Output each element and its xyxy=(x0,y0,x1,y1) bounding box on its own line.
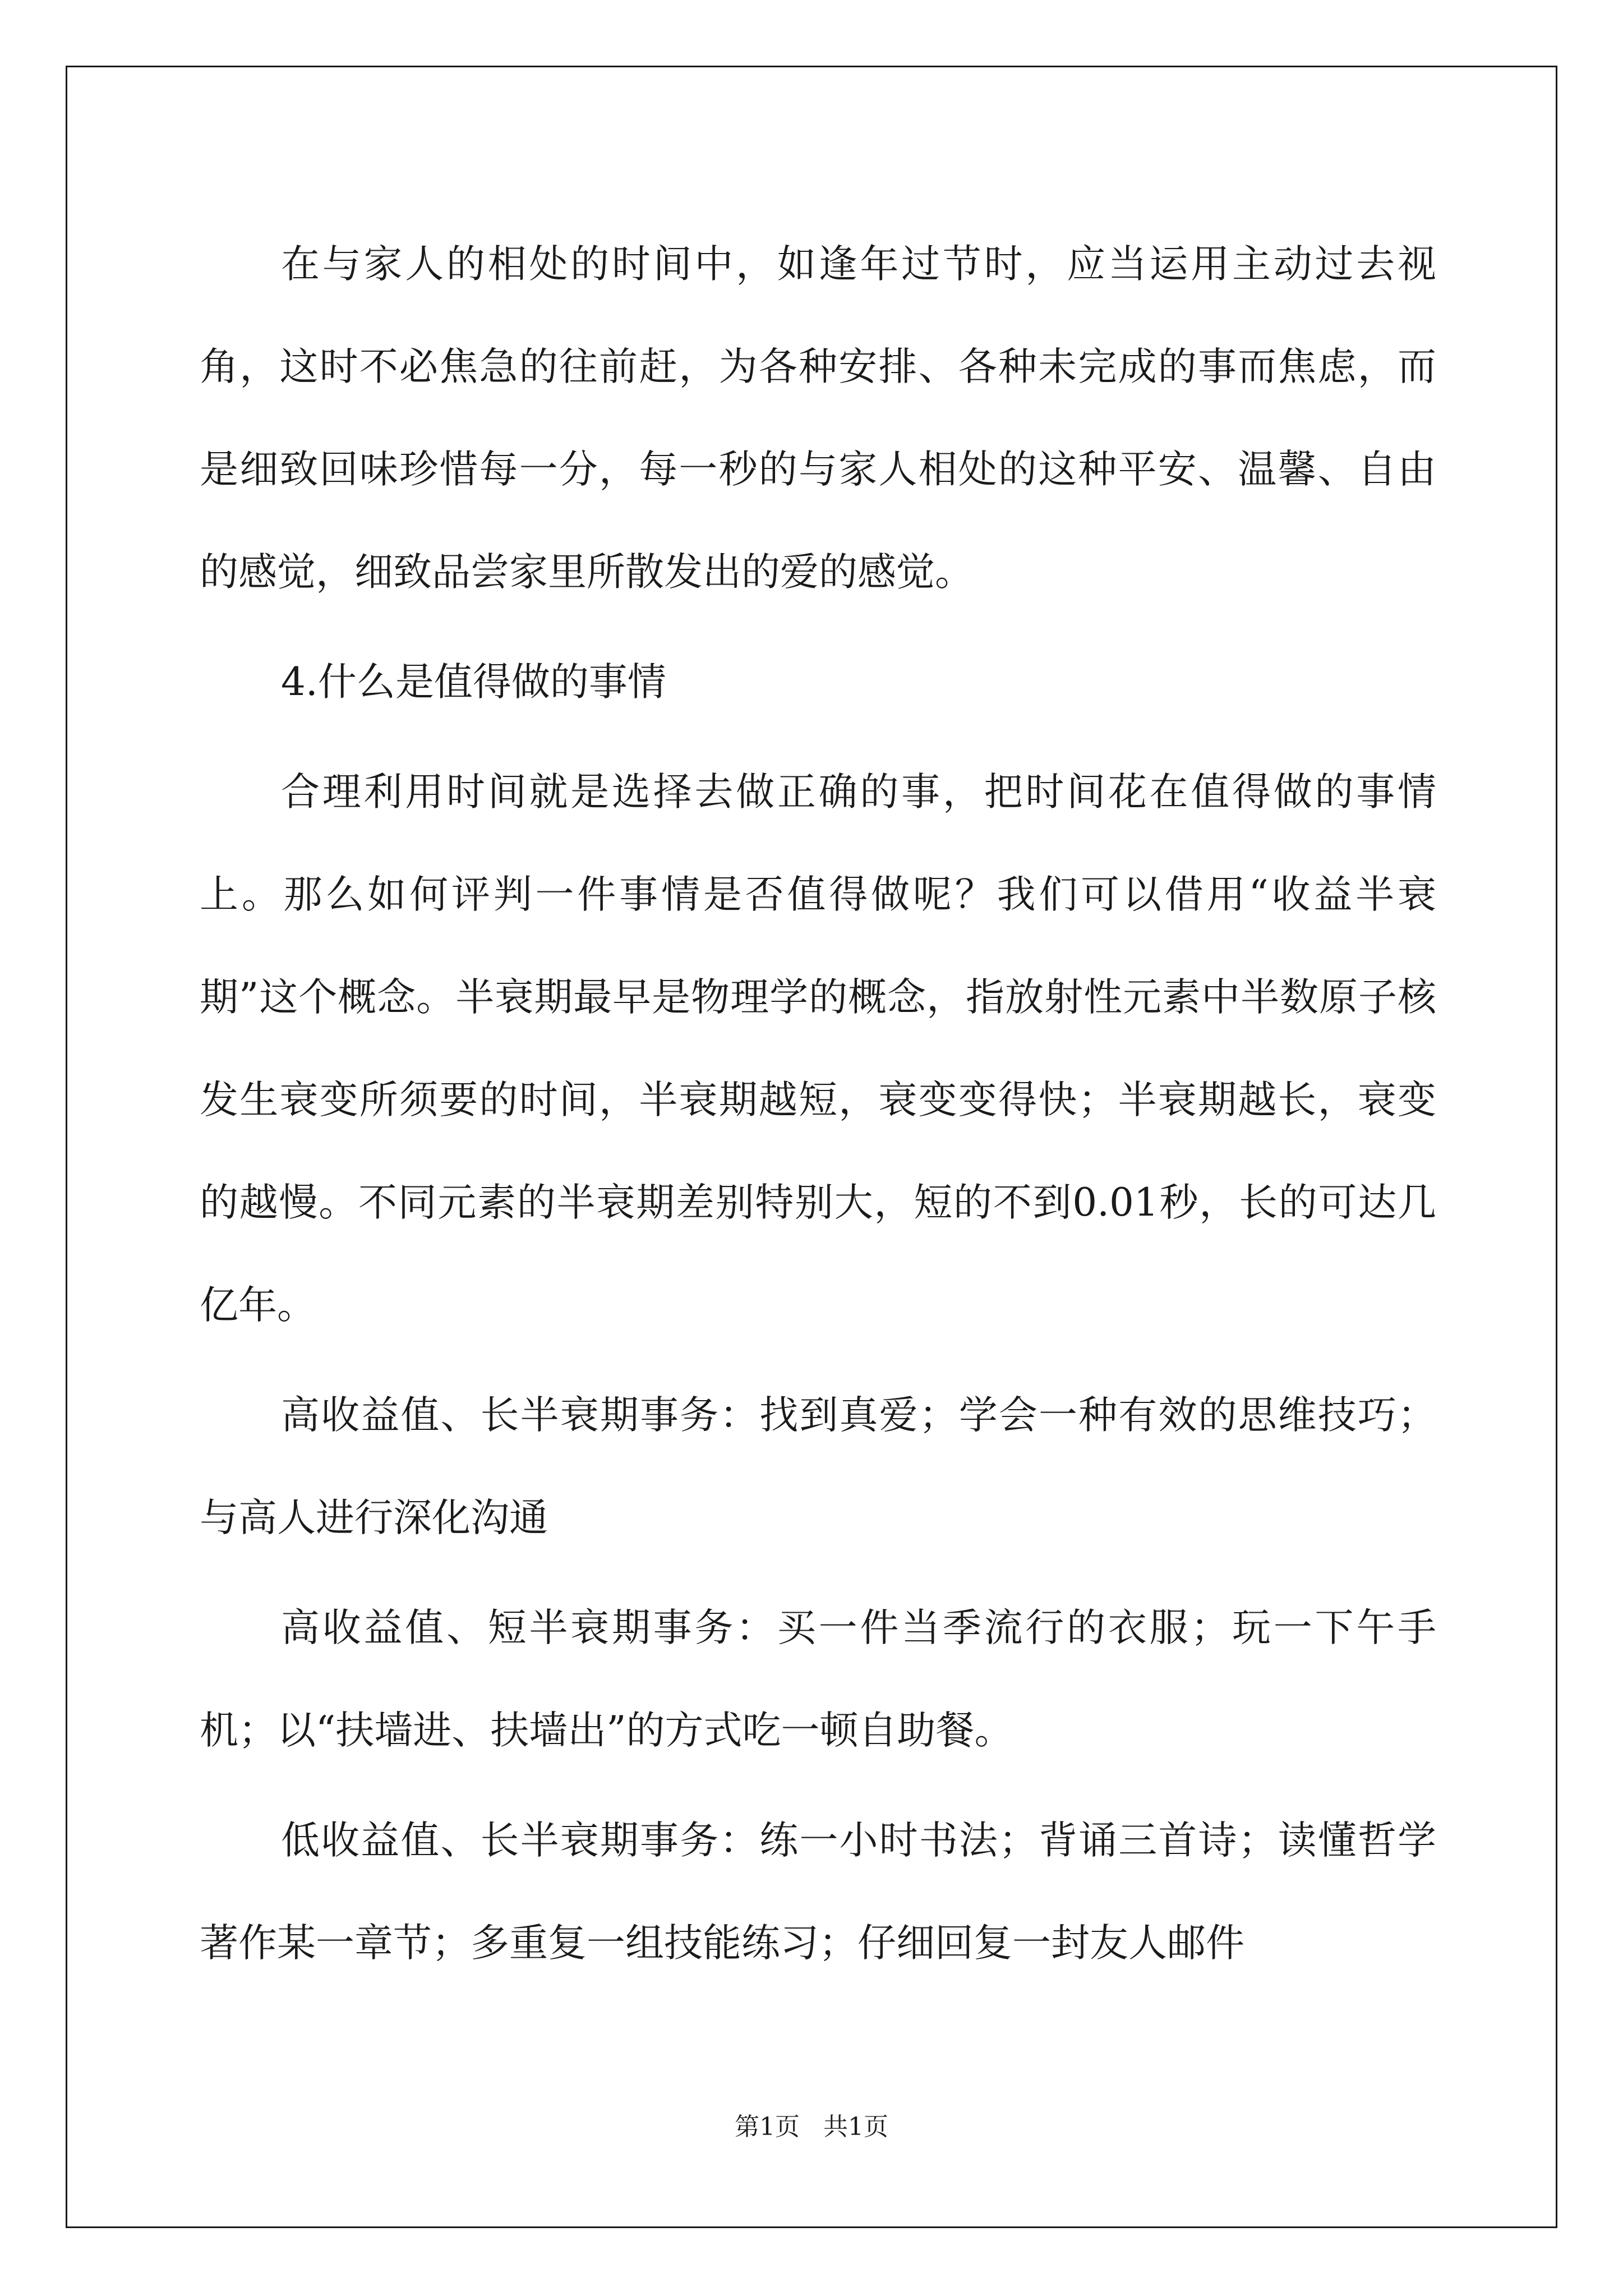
page-number: 第1页 xyxy=(735,2113,800,2141)
paragraph-high-short: 高收益值、短半衰期事务：买一件当季流行的衣服；玩一下午手机；以“扶墙进、扶墙出”的方式吃一顿自助餐。 xyxy=(200,1605,1436,1753)
paragraph-family-time: 在与家人的相处的时间中，如逢年过节时，应当运用主动过去视角，这时不必焦急的往前赶，为各种安排、各种未完成的事而焦虑，而是细致回味珍惜每一分，每一秒的与家人相处的这种平安、温馨、自由的感觉，细致品尝家里所散发出的爱的感觉。 xyxy=(200,242,1436,595)
section-heading-worth-doing: 4.什么是值得做的事情 xyxy=(281,660,666,705)
paragraph-high-long: 高收益值、长半衰期事务：找到真爱；学会一种有效的思维技巧；与高人进行深化沟通 xyxy=(200,1393,1436,1540)
page-total: 共1页 xyxy=(823,2113,888,2141)
document-body xyxy=(200,213,1436,1995)
page-footer xyxy=(0,2106,1623,2142)
paragraph-half-life: 合理利用时间就是选择去做正确的事，把时间花在值得做的事情上。那么如何评判一件事情是否值得做呢？我们可以借用“收益半衰期”这个概念。半衰期最早是物理学的概念，指放射性元素中半数原子核发生衰变所须要的时间，半衰期越短，衰变变得快；半衰期越长，衰变的越慢。不同元素的半衰期差别特别大，短的不到0.01秒，长的可达几亿年。 xyxy=(200,770,1436,1328)
paragraph-low-long: 低收益值、长半衰期事务：练一小时书法；背诵三首诗；读懂哲学著作某一章节；多重复一组技能练习；仔细回复一封友人邮件 xyxy=(200,1818,1436,1966)
